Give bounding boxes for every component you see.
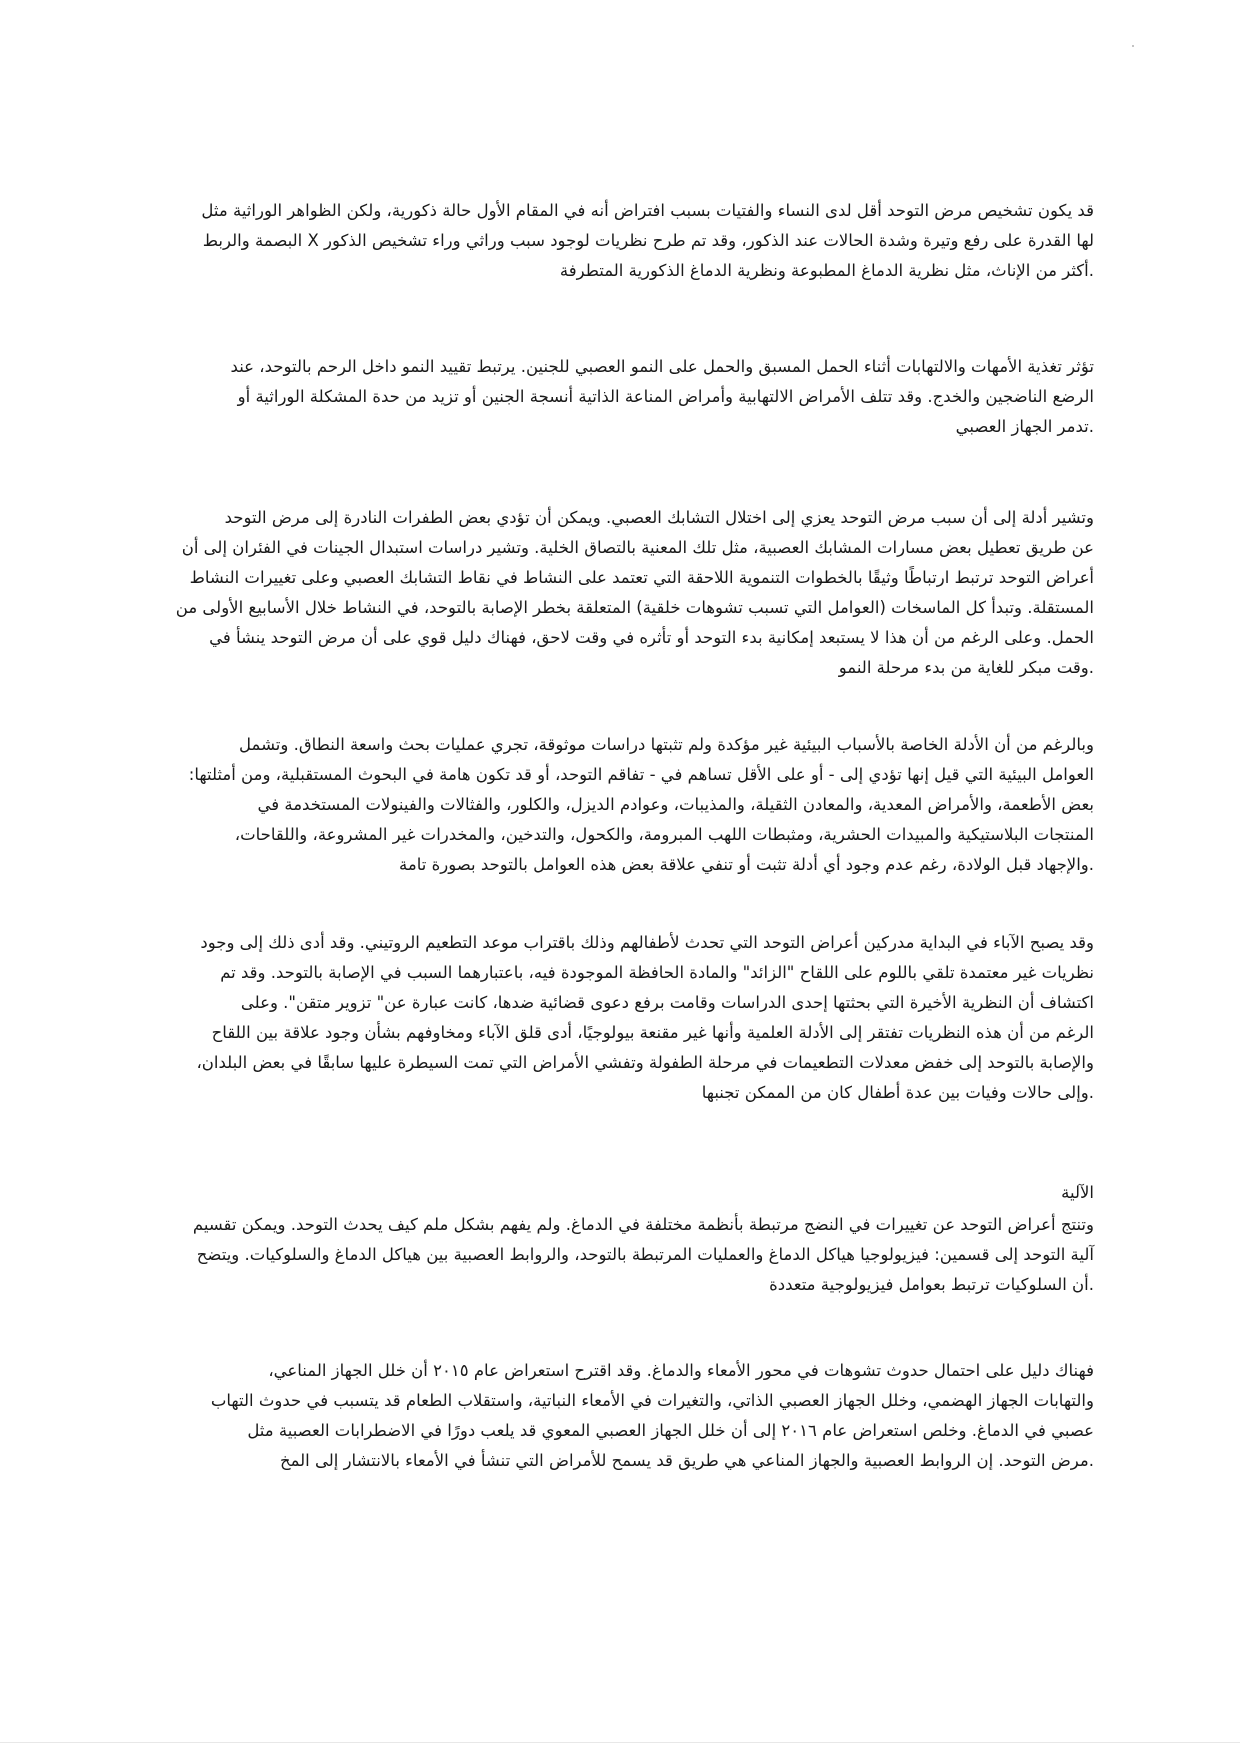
text-line: وتشير أدلة إلى أن سبب مرض التوحد يعزي إلى اختلال التشابك العصبي. ويمكن أن تؤدي بعض الطفرات النادرة إلى مرض التوحد bbox=[224, 508, 1094, 527]
text-line: بعض الأطعمة، والأمراض المعدية، والمعادن الثقيلة، والمذيبات، وعوادم الديزل، والكلور، والفثالات والفينولات المستخدمة في bbox=[257, 795, 1094, 814]
text-line: .وقت مبكر للغاية من بدء مرحلة النمو bbox=[838, 658, 1094, 677]
text-line: .مرض التوحد. إن الروابط العصبية والجهاز المناعي هي طريق قد يسمح للأمراض التي تنشأ في الأمعاء بالانتشار إلى المخ bbox=[279, 1451, 1094, 1470]
scan-bottom-edge bbox=[0, 1742, 1240, 1743]
text-line: .أكثر من الإناث، مثل نظرية الدماغ المطبوعة ونظرية الدماغ الذكورية المتطرفة bbox=[559, 261, 1094, 280]
text-line: العوامل البيئية التي قيل إنها تؤدي إلى - أو على الأقل تساهم في - تفاقم التوحد، أو قد تكون هامة في البحوث المستقبلية، ومن أمثلتها: bbox=[188, 765, 1094, 784]
text-line: الرضع الناضجين والخدج. وقد تتلف الأمراض الالتهابية وأمراض المناعة الذاتية أنسجة الجنين أو تزيد من حدة المشكلة الوراثية أو bbox=[237, 387, 1094, 406]
text-line: عصبي في الدماغ. وخلص استعراض عام ٢٠١٦ إلى أن خلل الجهاز العصبي المعوي قد يلعب دورًا في الاضطرابات العصبية مثل bbox=[247, 1421, 1094, 1440]
paragraph-environmental-causes bbox=[142, 730, 1094, 880]
text-line: وبالرغم من أن الأدلة الخاصة بالأسباب البيئية غير مؤكدة ولم تثبتها دراسات موثوقة، تجري عمليات بحث واسعة النطاق. وتشمل bbox=[239, 735, 1094, 754]
paragraph-vaccine-theories bbox=[142, 928, 1094, 1108]
text-line: .تدمر الجهاز العصبي bbox=[955, 417, 1094, 436]
text-line: قد يكون تشخيص مرض التوحد أقل لدى النساء والفتيات بسبب افتراض أنه في المقام الأول حالة ذكورية، ولكن الظواهر الوراثية مثل bbox=[201, 201, 1094, 220]
paragraph-synaptic-dysfunction bbox=[142, 503, 1094, 683]
paragraph-mechanism bbox=[142, 1210, 1094, 1300]
text-line: والإصابة بالتوحد إلى خفض معدلات التطعيمات في مرحلة الطفولة وتفشي الأمراض التي تمت السيطرة عليها سابقًا في بعض البلدان، bbox=[196, 1053, 1094, 1072]
text-line: آلية التوحد إلى قسمين: فيزيولوجيا هياكل الدماغ والعمليات المرتبطة بالتوحد، والروابط العصبية بين هياكل الدماغ والسلوكيات. ويتضح bbox=[196, 1245, 1094, 1264]
text-line: أعراض التوحد ترتبط ارتباطًا وثيقًا بالخطوات التنموية اللاحقة التي تعتمد على النشاط في نقاط التشابك العصبي وعلى تغييرات النشاط bbox=[189, 568, 1094, 587]
text-line: .وإلى حالات وفيات بين عدة أطفال كان من الممكن تجنبها bbox=[701, 1083, 1094, 1102]
text-line: والتهابات الجهاز الهضمي، وخلل الجهاز العصبي الذاتي، والتغيرات في الأمعاء النباتية، واستقلاب الطعام قد يتسبب في حدوث التهاب bbox=[210, 1391, 1094, 1410]
text-line: الرغم من أن هذه النظريات تفتقر إلى الأدلة العلمية وأنها غير مقنعة بيولوجيًا، أدى قلق الآباء ومخاوفهم بشأن وجود علاقة بين اللقاح bbox=[211, 1023, 1094, 1042]
paragraph-maternal-nutrition bbox=[142, 352, 1094, 442]
text-line: فهناك دليل على احتمال حدوث تشوهات في محور الأمعاء والدماغ. وقد اقترح استعراض عام ٢٠١٥ أن خلل الجهاز المناعي، bbox=[268, 1361, 1094, 1380]
text-line: الحمل. وعلى الرغم من أن هذا لا يستبعد إمكانية بدء التوحد أو تأثره في وقت لاحق، فهناك دليل قوي على أن مرض التوحد ينشأ في bbox=[209, 628, 1094, 647]
text-line: عن طريق تعطيل بعض مسارات المشابك العصبية، مثل تلك المعنية بالتصاق الخلية. وتشير دراسات استبدال الجينات في الفئران إلى أن bbox=[181, 538, 1094, 557]
text-line: المنتجات البلاستيكية والمبيدات الحشرية، ومثبطات اللهب المبرومة، والكحول، والتدخين، والمخدرات غير المشروعة، واللقاحات، bbox=[234, 825, 1094, 844]
text-line: اكتشاف أن النظرية الأخيرة التي بحثتها إحدى الدراسات وقامت برفع دعوى قضائية ضدها، كانت عبارة عن" تزوير متقن". وعلى bbox=[240, 993, 1094, 1012]
text-line: نظريات غير معتمدة تلقي باللوم على اللقاح "الزائد" والمادة الحافظة الموجودة فيه، باعتبارهما السبب في الإصابة بالتوحد. وقد تم bbox=[220, 963, 1094, 982]
scan-speck bbox=[1132, 45, 1134, 47]
text-line: وتنتج أعراض التوحد عن تغييرات في النضج مرتبطة بأنظمة مختلفة في الدماغ. ولم يفهم بشكل ملم كيف يحدث التوحد. ويمكن تقسيم bbox=[192, 1215, 1094, 1234]
paragraph-autism-diagnosis-gender bbox=[142, 196, 1094, 286]
section-heading-mechanism: الآلية bbox=[1061, 1183, 1094, 1202]
paragraph-gut-brain-axis bbox=[142, 1356, 1094, 1476]
text-line: .والإجهاد قبل الولادة، رغم عدم وجود أي أدلة تثبت أو تنفي علاقة بعض هذه العوامل بالتوحد بصورة تامة bbox=[399, 855, 1094, 874]
text-line: لها القدرة على رفع وتيرة وشدة الحالات عند الذكور، وقد تم طرح نظريات لوجود سبب وراثي وراء تشخيص الذكور X البصمة والربط bbox=[202, 231, 1094, 250]
text-line: المستقلة. وتبدأ كل الماسخات (العوامل التي تسبب تشوهات خلقية) المتعلقة بخطر الإصابة بالتوحد، في النشاط خلال الأسابيع الأولى من bbox=[175, 598, 1094, 617]
text-line: .أن السلوكيات ترتبط بعوامل فيزيولوجية متعددة bbox=[769, 1275, 1094, 1294]
text-line: تؤثر تغذية الأمهات والالتهابات أثناء الحمل المسبق والحمل على النمو العصبي للجنين. يرتبط تقييد النمو داخل الرحم بالتوحد، عند bbox=[230, 357, 1094, 376]
text-line: وقد يصبح الآباء في البداية مدركين أعراض التوحد التي تحدث لأطفالهم وذلك باقتراب موعد التطعيم الروتيني. وقد أدى ذلك إلى وجود bbox=[200, 933, 1094, 952]
